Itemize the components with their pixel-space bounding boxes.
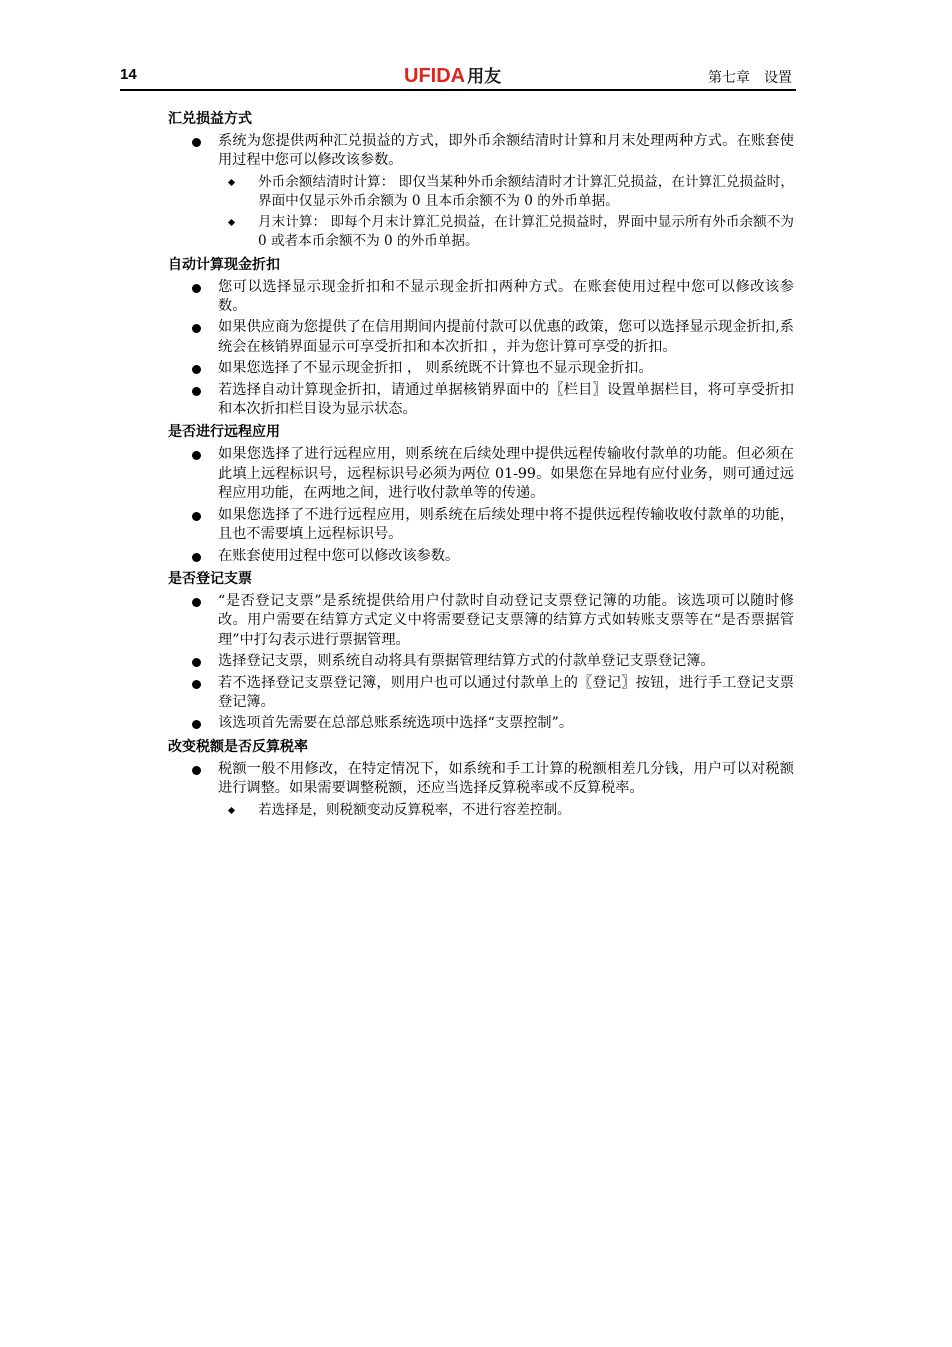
bullet-icon — [192, 451, 201, 460]
logo-chinese-text: 用友 — [467, 67, 502, 87]
bullet-icon — [192, 680, 201, 689]
list-item-text: 如果您选择了不进行远程应用，则系统在后续处理中将不提供远程传输收收付款单的功能，且也不需要填上远程标识号。 — [218, 506, 794, 543]
list-item-text: 税额一般不用修改，在特定情况下，如系统和手工计算的税额相差几分钱，用户可以对税额进行调整。如果需要调整税额，还应当选择反算税率或不反算税率。 — [218, 760, 794, 797]
sub-list-item-text: 月末计算： 即每个月末计算汇兑损益，在计算汇兑损益时，界面中显示所有外币余额不为 0 或者本币余额不为 0 的外币单据。 — [258, 214, 794, 250]
section-title: 自动计算现金折扣 — [168, 256, 280, 273]
section-title: 改变税额是否反算税率 — [168, 738, 308, 755]
list-item-text: 选择登记支票，则系统自动将具有票据管理结算方式的付款单登记支票登记簿。 — [218, 653, 715, 670]
list-item — [168, 714, 796, 733]
list-item-text: 您可以选择显示现金折扣和不显示现金折扣两种方式。在账套使用过程中您可以修改该参数。 — [218, 278, 794, 315]
page-header — [120, 62, 796, 90]
bullet-icon — [192, 365, 201, 374]
sub-list-item-text: 外币余额结清时计算： 即仅当某种外币余额结清时才计算汇兑损益，在计算汇兑损益时，界面中仅显示外币余额为 0 且本币余额不为 0 的外币单据。 — [258, 173, 794, 210]
bullet-icon — [192, 766, 201, 775]
bullet-icon — [192, 553, 201, 562]
sub-list-item-text: 若选择是，则税额变动反算税率，不进行容差控制。 — [258, 801, 571, 818]
sub-list-item — [168, 801, 796, 820]
bullet-icon — [192, 598, 201, 607]
section-cash-discount — [168, 255, 796, 420]
list-item-text: 系统为您提供两种汇兑损益的方式，即外币余额结清时计算和月末处理两种方式。在账套使用过程中您可以修改该参数。 — [218, 133, 794, 169]
sub-list-item — [168, 173, 796, 211]
list-item — [168, 381, 796, 420]
list-item — [168, 278, 796, 317]
list-item-text: 如果供应商为您提供了在信用期间内提前付款可以优惠的政策，您可以选择显示现金折扣,系统会在核销界面显示可享受折扣和本次折扣 ，并为您计算可享受的折扣。 — [218, 319, 794, 355]
page-number: 14 — [120, 66, 137, 83]
diamond-bullet-icon — [228, 179, 235, 186]
list-item — [168, 652, 796, 671]
page-content — [168, 106, 796, 822]
list-item — [168, 132, 796, 171]
list-item-text: 若不选择登记支票登记簿，则用户也可以通过付款单上的〖登记〗按钮，进行手工登记支票登记簿。 — [218, 674, 794, 710]
list-item — [168, 506, 796, 545]
list-item-text: 该选项首先需要在总部总账系统选项中选择“支票控制”。 — [218, 715, 574, 732]
section-check-registration — [168, 569, 796, 734]
list-item — [168, 674, 796, 713]
bullet-icon — [192, 720, 201, 729]
section-remote-application — [168, 422, 796, 565]
bullet-icon — [192, 387, 201, 396]
ufida-logo — [404, 62, 501, 88]
list-item-text: 如果您选择了不显示现金折扣 ， 则系统既不计算也不显示现金折扣。 — [218, 360, 653, 377]
bullet-icon — [192, 324, 201, 333]
list-item — [168, 318, 796, 357]
list-item-text: 若选择自动计算现金折扣，请通过单据核销界面中的〖栏目〗设置单据栏目，将可享受折扣和本次折扣栏目设为显示状态。 — [218, 381, 794, 418]
sub-list-item — [168, 213, 796, 251]
bullet-icon — [192, 512, 201, 521]
section-title: 是否登记支票 — [168, 570, 252, 587]
header-rule — [120, 89, 796, 91]
list-item-text: 如果您选择了进行远程应用，则系统在后续处理中提供远程传输收付款单的功能。但必须在此填上远程标识号，远程标识号必须为两位 01-99。如果您在异地有应付业务，则可通过远程应用功能，在两地之间，进行收付款单等的传递。 — [218, 446, 794, 502]
list-item-text: “是否登记支票”是系统提供给用户付款时自动登记支票登记簿的功能。该选项可以随时修改。用户需要在结算方式定义中将需要登记支票簿的结算方式如转账支票等在“是否票据管理”中打勾表示进行票据管理。 — [218, 592, 794, 648]
list-item — [168, 359, 796, 378]
list-item — [168, 760, 796, 799]
section-title: 汇兑损益方式 — [168, 111, 252, 127]
list-item — [168, 592, 796, 650]
bullet-icon — [192, 658, 201, 667]
bullet-icon — [192, 284, 201, 293]
list-item — [168, 547, 796, 566]
section-title: 是否进行远程应用 — [168, 424, 280, 441]
logo-brand-text: UFIDA — [404, 65, 466, 87]
diamond-bullet-icon — [228, 807, 235, 814]
bullet-icon — [192, 138, 201, 147]
diamond-bullet-icon — [228, 219, 235, 226]
section-exchange-gain-loss — [168, 109, 796, 252]
section-tax-rate-recalc — [168, 737, 796, 820]
list-item — [168, 445, 796, 503]
chapter-title: 第七章 设置 — [708, 70, 792, 86]
list-item-text: 在账套使用过程中您可以修改该参数。 — [218, 547, 460, 564]
